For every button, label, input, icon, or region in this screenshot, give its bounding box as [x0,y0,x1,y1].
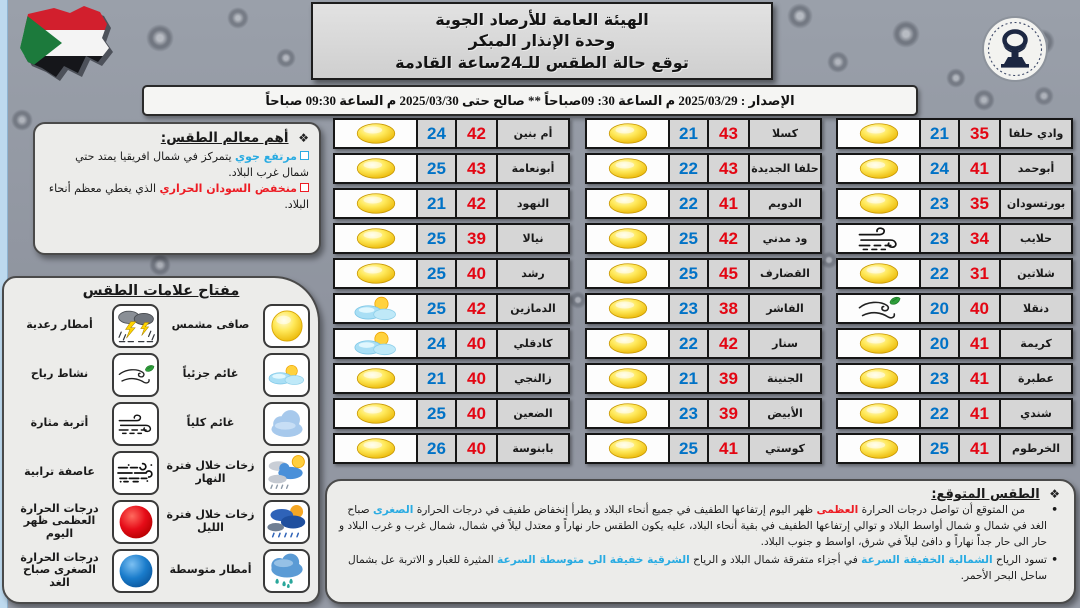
station-name: سنار [748,328,822,359]
page-title [311,2,773,80]
station-name: كريمة [999,328,1073,359]
min-temp-value: 23 [668,398,709,429]
text-segment: المثيرة للغبار و الاتربة عل بشمال ساحل البحر الأحمر. [348,553,1047,582]
station-row [836,293,1073,324]
legend-item [12,450,159,495]
title-line-1: الهيئة العامة للأرصاد الجوية [435,9,649,29]
min-temp-value: 25 [668,258,709,289]
min-temp-value: 25 [416,398,457,429]
highlight-text: يتمركز في شمال افريقيا يمتد حتي شمال غرب البلاد. [75,150,309,179]
moderate-rain-icon [263,549,310,593]
forecast-bullet [337,503,1060,551]
min-temp-value: 25 [416,153,457,184]
legend-item [163,352,310,397]
station-row [333,293,570,324]
station-name: حلفا الجديدة [748,153,822,184]
max-temp-value: 39 [707,398,750,429]
station-row [585,398,822,429]
station-name: شلاتين [999,258,1073,289]
stations-table-north [836,118,1073,468]
sunny-icon [333,188,418,219]
max-temp-value: 41 [958,433,1001,464]
legend-item [163,303,310,348]
legend-label: درجات الحرارة الصغرى صباح الغد [20,550,99,589]
square-bullet-icon [300,183,309,192]
station-row [585,153,822,184]
legend-box [2,276,320,604]
sunny-icon [836,118,921,149]
station-name: كادقلي [496,328,570,359]
min-temp-value: 25 [668,223,709,254]
legend-column-left [12,303,159,597]
station-name: رشد [496,258,570,289]
legend-label: نشاط رياح [30,367,89,381]
min-temp-value: 24 [416,118,457,149]
station-name: الدمازين [496,293,570,324]
station-name: شندي [999,398,1073,429]
min-temp-value: 24 [919,153,960,184]
max-temp-value: 42 [455,188,498,219]
issuance-bar: الإصدار : 2025/03/29 م الساعة 30: 09صباحاً ** صالح حتى 2025/03/30 م الساعة 09:30 صباحاً [142,85,918,116]
diamond-icon: ❖ [298,131,309,145]
min-temp-value: 24 [416,328,457,359]
night-showers-icon [263,500,310,544]
legend-label: درجات الحرارة العظمى ظهر اليوم [20,501,99,540]
station-row [836,258,1073,289]
min-temp-value: 20 [919,328,960,359]
min-temp-value: 22 [919,258,960,289]
min-temp-value: 23 [668,293,709,324]
sunny-icon [585,153,670,184]
min-temp-value: 21 [668,118,709,149]
min-temp-value: 22 [919,398,960,429]
min-temp-value: 22 [668,328,709,359]
min-temp-value: 20 [919,293,960,324]
station-name: ود مدني [748,223,822,254]
title-line-2: وحدة الإنذار المبكر [468,31,616,51]
max-temp-value: 40 [455,258,498,289]
min-temp-value: 23 [919,223,960,254]
max-temp-value: 45 [707,258,750,289]
highlights-title: ❖ أهم معالم الطقس: [160,130,309,146]
max-temp-value: 40 [455,398,498,429]
station-row [836,188,1073,219]
text-segment: من المتوقع أن تواصل درجات الحرارة [858,504,1025,516]
legend-item [12,401,159,446]
max-temp-value: 42 [707,328,750,359]
legend-item [163,401,310,446]
station-name: نيالا [496,223,570,254]
station-row [333,223,570,254]
legend-column-right [163,303,310,597]
expected-weather-title: ❖ الطقس المتوقع: [931,487,1060,502]
sunny-icon [585,433,670,464]
met-authority-logo-icon [980,14,1050,84]
max-temp-value: 42 [455,118,498,149]
sunny-icon [836,433,921,464]
sunny-icon [585,258,670,289]
sunny-icon [836,258,921,289]
diamond-icon: ❖ [1049,487,1060,501]
sunny-icon [585,293,670,324]
text-segment: في أجزاء متفرقة شمال البلاد و الرياح [689,553,862,566]
text-segment: الشرقية خفيفة الى متوسطة السرعة [497,553,690,566]
sunny-icon [836,398,921,429]
legend-item [12,499,159,544]
sudan-flag-map-icon [12,4,116,82]
station-row [836,433,1073,464]
blowing-dust-icon [112,402,159,446]
highlight-lead: منخفض السودان الحراري [159,181,297,195]
station-row [585,363,822,394]
station-row [585,328,822,359]
sunny-icon [585,363,670,394]
station-name: بابنوسة [496,433,570,464]
wind-icon [112,353,159,397]
station-row [585,188,822,219]
station-name: الأبيض [748,398,822,429]
text-segment: ظهر اليوم إرتفاعها الطفيف في جميع أنحاء البلاد و يطرأ إنخفاض طفيف في درجات الحرارة [413,504,817,516]
min-temp-value: 25 [416,293,457,324]
max-temp-value: 41 [958,398,1001,429]
max-temp-value: 40 [958,293,1001,324]
legend-item [163,548,310,593]
station-row [585,433,822,464]
legend-label: زخات خلال فترة الليل [166,507,255,534]
max-temp-value: 43 [455,153,498,184]
sunny-icon [836,363,921,394]
day-showers-icon [263,451,310,495]
min-temp-value: 21 [416,188,457,219]
max-temp-icon [112,500,159,544]
stations-table-west-south [333,118,570,468]
station-name: الضعين [496,398,570,429]
min-temp-icon [112,549,159,593]
max-temp-value: 40 [455,328,498,359]
min-temp-value: 22 [668,153,709,184]
station-row [836,328,1073,359]
min-temp-value: 23 [919,188,960,219]
station-name: أبوحمد [999,153,1073,184]
text-segment: العظمى [816,504,859,516]
station-row [585,118,822,149]
max-temp-value: 40 [455,363,498,394]
partly-cloudy-icon [263,353,310,397]
min-temp-value: 21 [668,363,709,394]
min-temp-value: 21 [416,363,457,394]
min-temp-value: 26 [416,433,457,464]
station-row [333,118,570,149]
max-temp-value: 41 [958,153,1001,184]
min-temp-value: 21 [919,118,960,149]
cloudy-icon [263,402,310,446]
forecast-bullet [337,553,1060,585]
station-name: الفاشر [748,293,822,324]
highlight-item [45,149,309,181]
station-name: دنقلا [999,293,1073,324]
max-temp-value: 40 [455,433,498,464]
max-temp-value: 39 [455,223,498,254]
station-name: عطبرة [999,363,1073,394]
blowing-dust-icon [836,223,921,254]
dust-storm-icon [112,451,159,495]
sunny-icon [585,328,670,359]
station-name: بورتسودان [999,188,1073,219]
legend-label: عاصفة ترابية [24,465,95,479]
legend-label: أمطار رعدية [26,318,93,332]
legend-label: غائم كلياً [186,416,235,430]
stations-table-east-central [585,118,822,468]
station-name: أبونعامة [496,153,570,184]
min-temp-value: 23 [919,363,960,394]
legend-label: زخات خلال فترة النهار [166,458,255,485]
station-row [333,153,570,184]
station-name: زالنجي [496,363,570,394]
station-name: الخرطوم [999,433,1073,464]
legend-item [163,450,310,495]
min-temp-value: 22 [668,188,709,219]
max-temp-value: 41 [707,433,750,464]
station-row [836,363,1073,394]
max-temp-value: 41 [958,328,1001,359]
max-temp-value: 42 [455,293,498,324]
legend-item [163,499,310,544]
max-temp-value: 42 [707,223,750,254]
expected-weather-text [337,503,1060,584]
station-name: الدويم [748,188,822,219]
max-temp-value: 35 [958,188,1001,219]
min-temp-value: 25 [416,223,457,254]
thunderstorm-icon [112,304,159,348]
highlight-item [45,181,309,213]
legend-title: مفتاح علامات الطقس [82,283,240,299]
highlight-text: الذي يغطي معظم أنحاء البلاد. [48,181,309,211]
highlight-lead: مرتفع جوي [235,150,297,163]
station-row [333,398,570,429]
sunny-icon [333,398,418,429]
sunny-icon [836,153,921,184]
legend-item [12,352,159,397]
sunny-icon [333,363,418,394]
max-temp-value: 39 [707,363,750,394]
min-temp-value: 25 [919,433,960,464]
sunny-icon [333,433,418,464]
min-temp-value: 25 [668,433,709,464]
sunny-icon [585,223,670,254]
text-segment: صباح الغد في شمال و شمال أواسط البلاد و توالي إرتفاعها الطفيف في بقية أنحاء البلاد، عليه يكون الطقس حار نهاراً و معتدل ليلاً في شمال، شمال غرب و غرب البلاد و حار الى حار جداً نهاراً و دافئ ليلاً في شرق، اواسط و جنوب البلاد. [339,504,1047,548]
title-line-3: توقع حالة الطقس للـ24ساعة القادمة [395,52,689,72]
station-name: أم بنين [496,118,570,149]
station-name: كسلا [748,118,822,149]
station-row [836,118,1073,149]
text-segment: الصغرى [373,504,414,516]
legend-label: صافى مشمس [171,318,250,332]
expected-weather-box [325,479,1076,604]
text-segment: تسود الرياح [992,553,1047,566]
sunny-icon [263,304,310,348]
sunny-icon [333,118,418,149]
sunny-icon [585,188,670,219]
station-row [333,363,570,394]
partly-cloudy-icon [333,328,418,359]
station-name: القضارف [748,258,822,289]
sunny-icon [333,223,418,254]
text-segment: الشمالية الخفيفة السرعة [861,553,993,566]
station-row [585,258,822,289]
station-row [585,293,822,324]
max-temp-value: 41 [707,188,750,219]
station-name: الجنينة [748,363,822,394]
station-row [333,328,570,359]
sunny-icon [585,118,670,149]
station-row [585,223,822,254]
station-name: حلايب [999,223,1073,254]
partly-cloudy-icon [333,293,418,324]
station-row [333,258,570,289]
station-row [836,398,1073,429]
max-temp-value: 34 [958,223,1001,254]
sunny-icon [333,153,418,184]
max-temp-value: 43 [707,118,750,149]
legend-label: أمطار متوسطة [169,563,252,577]
legend-item [12,548,159,593]
legend-label: أتربة مثارة [30,416,89,430]
square-bullet-icon [300,151,309,160]
max-temp-value: 31 [958,258,1001,289]
sunny-icon [836,328,921,359]
max-temp-value: 35 [958,118,1001,149]
station-row [836,223,1073,254]
legend-label: غائم جزئياً [182,367,239,381]
legend-columns [12,303,310,597]
weather-highlights-box [33,122,321,255]
station-row [333,433,570,464]
station-row [333,188,570,219]
min-temp-value: 25 [416,258,457,289]
wind-icon [836,293,921,324]
highlights-list [45,149,309,213]
station-name: وادي حلفا [999,118,1073,149]
station-name: كوستي [748,433,822,464]
legend-item [12,303,159,348]
sunny-icon [836,188,921,219]
max-temp-value: 43 [707,153,750,184]
station-name: النهود [496,188,570,219]
max-temp-value: 38 [707,293,750,324]
station-row [836,153,1073,184]
sunny-icon [333,258,418,289]
sunny-icon [585,398,670,429]
max-temp-value: 41 [958,363,1001,394]
